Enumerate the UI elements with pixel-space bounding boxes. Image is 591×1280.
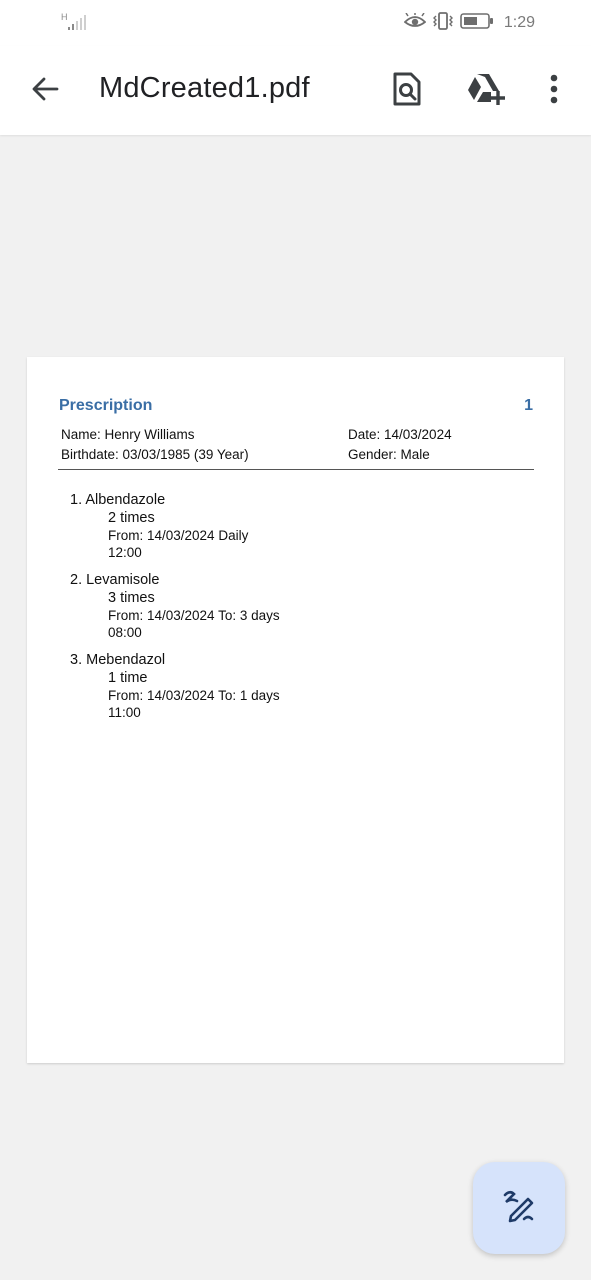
- patient-birthdate: Birthdate: 03/03/1985 (39 Year): [61, 447, 249, 462]
- medication-time: 12:00: [108, 545, 142, 560]
- prescription-date: Date: 14/03/2024: [348, 427, 452, 442]
- list-item: [70, 571, 510, 641]
- medication-frequency: 1 time: [108, 670, 148, 686]
- medication-name: 1. Albendazole: [70, 492, 166, 508]
- medication-schedule: From: 14/03/2024 Daily: [108, 528, 249, 543]
- app-bar: [0, 46, 591, 135]
- medication-name: 2. Levamisole: [70, 572, 160, 588]
- back-button[interactable]: [28, 74, 62, 108]
- document-title: MdCreated1.pdf: [99, 72, 310, 104]
- medication-time: 08:00: [108, 625, 142, 640]
- annotate-fab[interactable]: [473, 1162, 565, 1254]
- add-to-drive-icon: [465, 72, 505, 111]
- medication-schedule: From: 14/03/2024 To: 1 days: [108, 688, 280, 703]
- signal-icon: [61, 12, 91, 32]
- back-arrow-icon: [30, 74, 60, 109]
- pdf-page[interactable]: [27, 357, 564, 1063]
- medication-frequency: 3 times: [108, 590, 155, 606]
- medication-time: 11:00: [108, 705, 141, 720]
- patient-gender: Gender: Male: [348, 447, 430, 462]
- list-item: [70, 491, 510, 561]
- eye-comfort-icon: [404, 13, 426, 34]
- prescription-heading: Prescription: [59, 397, 153, 414]
- medication-frequency: 2 times: [108, 510, 155, 526]
- page-number: 1: [524, 397, 533, 414]
- more-options-button[interactable]: [533, 70, 575, 112]
- network-type-label: H: [61, 12, 68, 22]
- header-divider: [58, 469, 534, 470]
- annotate-pen-icon: [502, 1189, 536, 1228]
- add-to-drive-button[interactable]: [464, 70, 506, 112]
- find-in-page-button[interactable]: [386, 70, 428, 112]
- medication-name: 3. Mebendazol: [70, 652, 166, 668]
- find-in-page-icon: [392, 71, 422, 112]
- patient-name: Name: Henry Williams: [61, 427, 195, 442]
- medication-schedule: From: 14/03/2024 To: 3 days: [108, 608, 280, 623]
- status-indicators: [404, 12, 535, 34]
- list-item: [70, 651, 510, 721]
- more-vert-icon: [549, 74, 559, 109]
- vibrate-icon: [432, 11, 454, 36]
- status-bar: [0, 0, 591, 46]
- medication-list: [70, 491, 510, 731]
- status-time: 1:29: [503, 14, 535, 31]
- battery-icon: [460, 12, 494, 35]
